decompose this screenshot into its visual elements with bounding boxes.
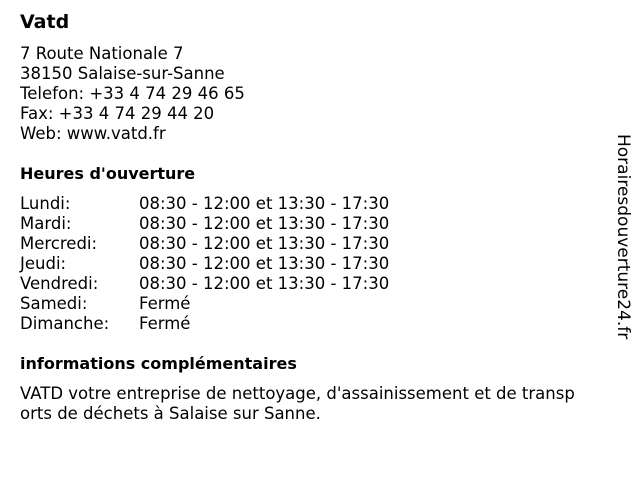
hours-value: 08:30 - 12:00 et 13:30 - 17:30 bbox=[139, 214, 390, 233]
hours-row-saturday bbox=[20, 294, 389, 314]
address-street: 7 Route Nationale 7 bbox=[20, 44, 184, 63]
watermark: Horairesdouverture24.fr bbox=[613, 134, 633, 340]
hours-value: 08:30 - 12:00 et 13:30 - 17:30 bbox=[139, 254, 390, 273]
hours-value: 08:30 - 12:00 et 13:30 - 17:30 bbox=[139, 234, 390, 253]
opening-hours-table bbox=[20, 194, 389, 334]
hours-value: 08:30 - 12:00 et 13:30 - 17:30 bbox=[139, 194, 390, 213]
hours-value: 08:30 - 12:00 et 13:30 - 17:30 bbox=[139, 274, 390, 293]
day-label: Jeudi: bbox=[20, 254, 67, 273]
hours-row-thursday bbox=[20, 254, 389, 274]
hours-value: Fermé bbox=[139, 314, 191, 333]
phone-number: Telefon: +33 4 74 29 46 65 bbox=[20, 84, 245, 103]
day-label: Lundi: bbox=[20, 194, 71, 213]
website: Web: www.vatd.fr bbox=[20, 124, 166, 143]
info-line: orts de déchets à Salaise sur Sanne. bbox=[20, 404, 321, 423]
day-label: Samedi: bbox=[20, 294, 88, 313]
info-line: VATD votre entreprise de nettoyage, d'assainissement et de transp bbox=[20, 384, 575, 403]
hours-value: Fermé bbox=[139, 294, 191, 313]
day-label: Dimanche: bbox=[20, 314, 110, 333]
contact-block bbox=[20, 44, 245, 144]
info-description bbox=[20, 384, 610, 424]
hours-row-sunday bbox=[20, 314, 389, 334]
hours-row-friday bbox=[20, 274, 389, 294]
hours-row-wednesday bbox=[20, 234, 389, 254]
day-label: Vendredi: bbox=[20, 274, 99, 293]
hours-row-monday bbox=[20, 194, 389, 214]
business-name: Vatd bbox=[20, 11, 70, 33]
address-city: 38150 Salaise-sur-Sanne bbox=[20, 64, 225, 83]
fax-number: Fax: +33 4 74 29 44 20 bbox=[20, 104, 215, 123]
hours-row-tuesday bbox=[20, 214, 389, 234]
hours-heading: Heures d'ouverture bbox=[20, 164, 196, 183]
day-label: Mercredi: bbox=[20, 234, 98, 253]
day-label: Mardi: bbox=[20, 214, 72, 233]
info-heading: informations complémentaires bbox=[20, 354, 297, 373]
